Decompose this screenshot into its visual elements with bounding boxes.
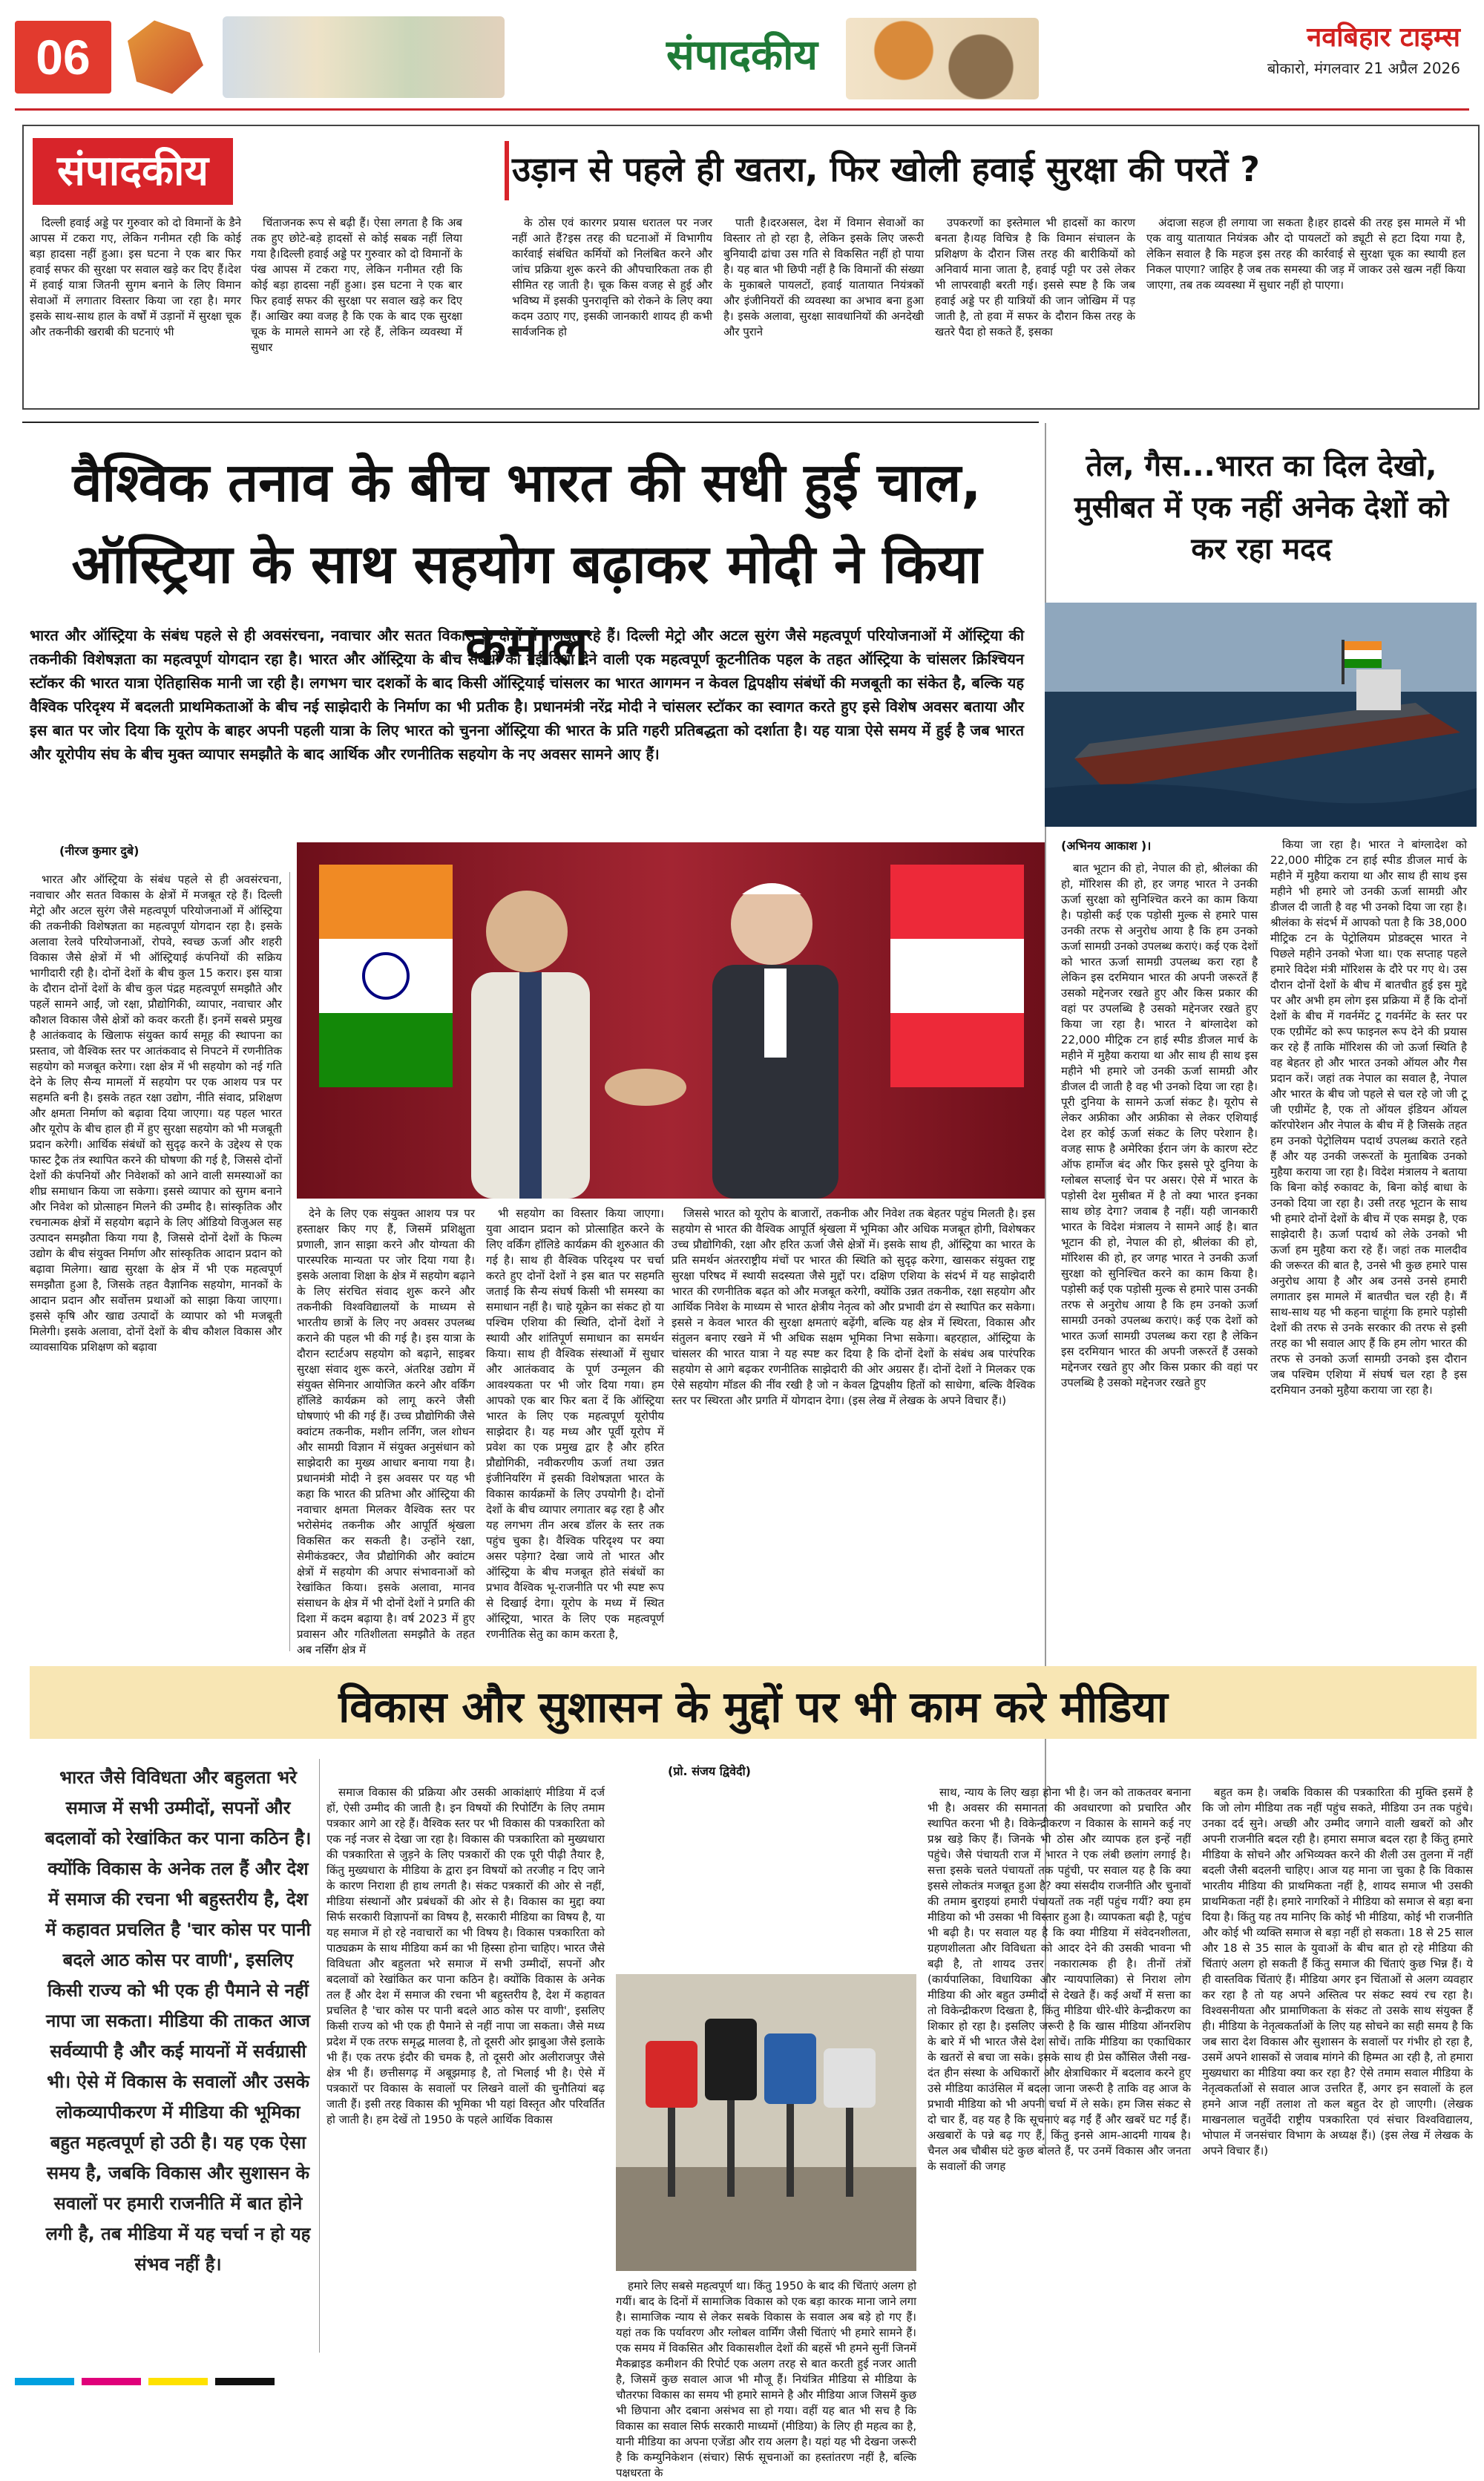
masthead-rule [15, 108, 1469, 111]
editorial-text: के ठोस एवं कारगर प्रयास धरातल पर नजर नहीं आते हैं?इस तरह की घटनाओं में विभागीय कार्रवाई संबंधित कर्मियों को निलंबित करने और जांच प्रक्रिया शुरू करने की औपचारिकता तक ही सीमित रह जाती है। चूक किस वजह से हुई और भविष्य में इसकी पुनरावृत्ति को रोकने के लिए क्या कदम उठाए गए, इसकी जानकारी शायद ही कभी सार्वजनिक हो [512, 216, 712, 338]
editorial-column-4 [723, 215, 924, 401]
india-austria-column-3 [486, 1206, 664, 1659]
energy-story-headline: तेल, गैस...भारत का दिल देखो, मुसीबत में एक नहीं अनेक देशों को कर रहा मदद [1074, 449, 1449, 566]
energy-column-2 [1270, 837, 1467, 1659]
india-austria-column-2 [297, 1206, 475, 1659]
media-column-4 [1202, 1785, 1473, 2356]
registration-mark [215, 2378, 275, 2385]
media-pull-quote: भारत जैसे विविधता और बहुलता भरे समाज में सभी उम्मीदों, सपनों और बदलावों को रेखांकित कर पाना कठिन है। क्योंकि विकास के अनेक तल हैं और देश में समाज की रचना भी बहुस्तरीय है, देश में कहावत प्रचलित है 'चार कोस पर पानी बदले आठ कोस पर वाणी', इसलिए किसी राज्य को भी एक ही पैमाने से नहीं नापा जा सकता। मीडिया की ताकत आज सर्वव्यापी है और कई मायनों में सर्वग्रासी भी। ऐसे में विकास के सवालों और उसके लोकव्यापीकरण में मीडिया की भूमिका बहुत महत्वपूर्ण हो उठी है। यह एक ऐसा समय है, जबकि विकास और सुशासन के सवालों पर हमारी राजनीति में बात होने लगी है, तब मीडिया में यह चर्चा न हो यह संभव नहीं है। [45, 1767, 312, 2275]
article-text: देने के लिए एक संयुक्त आशय पत्र पर हस्ताक्षर किए गए हैं, जिसमें प्रशिक्षुता प्रणाली, ज्ञान साझा करने और योग्यता की पारस्परिक मान्यता पर जोर दिया गया है। इसके अलावा शिक्षा के क्षेत्र में सहयोग बढ़ाने के लिए संरचित संवाद शुरू करने और तकनीकी विश्वविद्यालयों के माध्यम से भारतीय छात्रों के लिए नए अवसर उपलब्ध कराने की पहल भी की गई है। इस यात्रा के दौरान स्टार्टअप सहयोग को बढ़ाने, साइबर सुरक्षा संवाद शुरू करने, अंतरिक्ष उद्योग में संयुक्त सेमिनार आयोजित करने और वर्किंग हॉलिडे कार्यक्रम को लागू करने जैसी घोषणाएं भी की गई हैं। उच्च प्रौद्योगिकी जैसे क्वांटम तकनीक, मशीन लर्निंग, जल शोधन और सामग्री विज्ञान में संयुक्त अनुसंधान को साझेदारी का मुख्य आधार बनाया गया है। प्रधानमंत्री मोदी ने इस अवसर पर यह भी कहा कि भारत की प्रतिभा और ऑस्ट्रिया की नवाचार क्षमता मिलकर वैश्विक स्तर पर भरोसेमंद तकनीक और आपूर्ति श्रृंखला विकसित कर सकती है। उन्होंने रक्षा, सेमीकंडक्टर, जैव प्रौद्योगिकी और क्वांटम क्षेत्रों में सहयोग की अपार संभावनाओं को रेखांकित किया। इसके अलावा, मानव संसाधन के क्षेत्र में भी दोनों देशों ने प्रगति की दिशा में कदम बढ़ाया है। वर्ष 2023 में हुए प्रवासन और गतिशीलता समझौते के तहत अब नर्सिंग क्षेत्र में [297, 1207, 475, 1656]
tanker-ship-photo [1045, 603, 1477, 827]
article-text: किया जा रहा है। भारत ने बांग्लादेश को 22,000 मीट्रिक टन हाई स्पीड डीजल मार्च के महीने में मुहैया कराया था और साथ ही साथ इस महीने भी हमारे जो उनकी ऊर्जा सामग्री और डीजल दी जाती है वह भी उनको दिया जा रहा है। श्रीलंका के संदर्भ में आपको पता है कि 38,000 मीट्रिक टन के पेट्रोलियम प्रोडक्ट्स भारत ने पिछले महीने उनको भेजा था। एक सप्ताह पहले हमारे विदेश मंत्री मॉरिशस के दौरे पर गए थे। उस दौरान दोनों देशों के बीच में बातचीत हुई इस मुद्दे पर और अभी हम लोग इस प्रक्रिया में हैं कि दोनों देशों के बीच में गवर्नमेंट टू गवर्नमेंट के स्तर पर एक एग्रीमेंट को रूप फाइनल रूप देने की प्रयास कर रहे हैं ताकि मॉरिशस की जो ऊर्जा स्थिति है वह बेहतर हो और भारत उनको ऑयल और गैस प्रदान करें। जहां तक नेपाल का सवाल है, नेपाल और भारत के बीच जो पहले से चल रहे जो जी टू जी एग्रीमेंट है, एक तो ऑयल इंडियन ऑयल कॉरपोरेशन और नेपाल के बीच में है जिसके तहत हम उनको पेट्रोलियम पदार्थ उपलब्ध कराते रहते हैं और यह उनकी जरूरतों के मुताबिक उनको मुहैया कराया जा रहा है। विदेश मंत्रालय ने बताया कि बिना कोई रुकावट के, बिना कोई बाधा के उनको दिया जा रहा है। उसी तरह भूटान के साथ भी हमारे दोनों देशों के बीच में एक समझ है, एक साझेदारी है। ऊर्जा पदार्थ को लेके उनको भी ऊर्जा हम मुहैया करा रहे हैं। जहां तक मालदीव की जरूरत की बात है, उनसे भी कुछ हमारे पास अनुरोध आया है और अब उनसे उनसे हमारी लगातार इस मामले में बातचीत चल रही है। मैं साथ-साथ यह भी कहना चाहूंगा कि हमारे पड़ोसी देशों की तरफ से उनके सरकार की तरफ से इसी तरह का भी सवाल आए हैं कि हम लोग भारत की तरफ से उनको ऊर्जा सामग्री उनको इस दौरान जब पश्चिम एशिया में संघर्ष चल रहा है इस दरमियान उनको मुहैया कराया जा रहा है। [1270, 838, 1467, 1397]
editorial-text: पाती है।दरअसल, देश में विमान सेवाओं का विस्तार तो हो रहा है, लेकिन इसके लिए जरूरी बुनियादी ढांचा उस गति से विकसित नहीं हो पाया है। यह बात भी छिपी नहीं है कि विमानों की संख्या के मुकाबले पायलटों, हवाई यातायात नियंत्रकों और इंजीनियरों की व्यवस्था का अभाव बना हुआ है। इसके अलावा, सुरक्षा सावधानियों की अनदेखी और पुराने [723, 216, 924, 338]
column-rule [319, 1759, 320, 2353]
editorial-column-5 [935, 215, 1135, 401]
modi-stocker-handshake-photo [297, 842, 1046, 1199]
editorial-text: अंदाजा सहज ही लगाया जा सकता है।हर हादसे की तरह इस मामले में भी एक वायु यातायात नियंत्रक और दो पायलटों को ड्यूटी से हटा दिया गया है, लेकिन सवाल है कि महज इस तरह की कार्रवाई से सुरक्षा चूक का स्थायी हल निकल पाएगा? जाहिर है जब तक समस्या की जड़ में जाकर उसे खत्म नहीं किया जाएगा, तब तक व्यवस्था में सुधार नहीं हो पाएगा। [1146, 216, 1465, 292]
microphones-illustration [616, 1974, 916, 2271]
media-story-headline: विकास और सुशासन के मुद्दों पर भी काम करे मीडिया [338, 1682, 1168, 1732]
page-number: 06 [15, 21, 111, 94]
article-text: हमारे लिए सबसे महत्वपूर्ण था। किंतु 1950 के बाद की चिंताएं अलग हो गयीं। बाद के दिनों में सामाजिक विकास को एक बड़ा कारक माना जाने लगा है। सामाजिक न्याय से लेकर सबके विकास के सवाल अब बड़े हो गए हैं। यहां तक कि पर्यावरण और ग्लोबल वार्मिंग जैसी चिंताएं भी हमारे सामने हैं। एक समय में विकसित और विकासशील देशों की बहसें भी हमने सुनीं जिनमें मैकब्राइड कमीशन की रिपोर्ट एक अलग तरह से बात करती हुई नजर आती है, जिसमें कुछ सवाल आज भी मौजू हैं। नियंत्रित मीडिया से मीडिया के चौतरफा विकास का समय भी हमारे सामने है और मीडिया आज जिसमें कुछ भी छिपाना और दबाना असंभव सा हो गया। वहीं यह बात भी सच है कि विकास का सवाल सिर्फ सरकारी माध्यमों (मीडिया) के लिए ही महत्व का है, यानी मीडिया का अपना एजेंडा और राय अलग है। यहां यह भी देखना जरूरी है कि कम्युनिकेशन (संचार) सिर्फ सूचनाओं का हस्तांतरण नहीं है, बल्कि पक्षधरता के [616, 2279, 916, 2480]
article-text: भारत और ऑस्ट्रिया के संबंध पहले से ही अवसंरचना, नवाचार और सतत विकास के क्षेत्रों में मजबूत रहे हैं। दिल्ली मेट्रो और अटल सुरंग जैसे महत्वपूर्ण परियोजनाओं में ऑस्ट्रिया की तकनीकी विशेषज्ञता का महत्वपूर्ण योगदान रहा है। इसके अलावा रेलवे परियोजनाओं, रोपवे, स्वच्छ ऊर्जा और शहरी विकास जैसे क्षेत्रों में भी ऑस्ट्रियाई कंपनियों की सक्रिय भागीदारी रही है। दोनों देशों के बीच कुल 15 करार। इस यात्रा के दौरान दोनों देशों के बीच कुल पंद्रह महत्वपूर्ण समझौते और पहलें सामने आईं, जो रक्षा, प्रौद्योगिकी, व्यापार, नवाचार और कौशल विकास जैसे क्षेत्रों को कवर करती हैं। इनमें सबसे प्रमुख है आतंकवाद के खिलाफ संयुक्त कार्य समूह की स्थापना का प्रस्ताव, जो वैश्विक स्तर पर आतंकवाद से निपटने में रणनीतिक सहयोग को मजबूत करेगा। रक्षा क्षेत्र में भी सहयोग को नई गति देने के लिए सैन्य मामलों में सहयोग पर एक आशय पत्र पर सहमति बनी है। इसके तहत रक्षा उद्योग, नीति संवाद, प्रशिक्षण और क्षमता निर्माण को बढ़ावा दिया जाएगा। यह पहल भारत और यूरोप के बीच हाल ही में हुए सुरक्षा सहयोग को भी मजबूती प्रदान करेगी। आर्थिक संबंधों को सुदृढ़ करने के उद्देश्य से एक फास्ट ट्रैक तंत्र स्थापित करने की घोषणा की गई है, जिससे दोनों देशों की कंपनियों और निवेशकों को आने वाली समस्याओं का शीघ्र समाधान किया जा सकेगा। इससे व्यापार को सुगम बनाने और निवेश को प्रोत्साहन मिलने की उम्मीद है। सांस्कृतिक और रचनात्मक क्षेत्रों में सहयोग बढ़ाने के लिए ऑडियो विजुअल सह उत्पादन समझौता किया गया है, जिससे दोनों देशों के फिल्म उद्योग के बीच संयुक्त निर्माण और सांस्कृतिक आदान प्रदान को बढ़ावा मिलेगा। खाद्य सुरक्षा के क्षेत्र में भी एक महत्वपूर्ण समझौता हुआ है, जिसके तहत वैज्ञानिक सहयोग, मानकों के आदान प्रदान और सर्वोत्तम प्रथाओं को साझा किया जाएगा। इससे कृषि और खाद्य उत्पादों के व्यापार को भी मजबूती मिलेगी। इसके अलावा, दोनों देशों के बीच कौशल विकास और व्यावसायिक प्रशिक्षण को बढ़ावा [30, 873, 282, 1354]
india-austria-headline: वैश्विक तनाव के बीच भारत की सधी हुई चाल, ऑस्ट्रिया के साथ सहयोग बढ़ाकर मोदी ने किया कमाल [71, 451, 982, 677]
article-text: भी सहयोग का विस्तार किया जाएगा। युवा आदान प्रदान को प्रोत्साहित करने के लिए वर्किंग हॉलिडे कार्यक्रम की शुरुआत की गई है। साथ ही वैश्विक परिदृश्य पर चर्चा करते हुए दोनों देशों ने इस बात पर सहमति जताई कि सैन्य संघर्ष किसी भी समस्या का समाधान नहीं है। चाहे यूक्रेन का संकट हो या पश्चिम एशिया की स्थिति, दोनों देशों ने स्थायी और शांतिपूर्ण समाधान का समर्थन किया। साथ ही वैश्विक संस्थाओं में सुधार और आतंकवाद के पूर्ण उन्मूलन की आवश्यकता पर भी जोर दिया गया। हम आपको एक बार फिर बता दें कि ऑस्ट्रिया भारत के लिए एक महत्वपूर्ण यूरोपीय साझेदार है। यह मध्य और पूर्वी यूरोप में प्रवेश का एक प्रमुख द्वार है और हरित प्रौद्योगिकी, नवीकरणीय ऊर्जा तथा उन्नत इंजीनियरिंग में इसकी विशेषज्ञता भारत के विकास कार्यक्रमों के लिए उपयोगी है। दोनों देशों के बीच व्यापार लगातार बढ़ रहा है और यह लगभग तीन अरब डॉलर के स्तर तक पहुंच चुका है। वैश्विक परिदृश्य पर क्या असर पड़ेगा? देखा जाये तो भारत और ऑस्ट्रिया के बीच मजबूत होते संबंधों का प्रभाव वैश्विक भू-राजनीति पर भी स्पष्ट रूप से दिखाई देगा। यूरोप के मध्य में स्थित ऑस्ट्रिया, भारत के लिए एक महत्वपूर्ण रणनीतिक सेतु का काम करता है, [486, 1207, 664, 1641]
media-byline: (प्रो. संजय द्विवेदी) [668, 1764, 751, 1778]
editorial-text: दिल्ली हवाई अड्डे पर गुरुवार को दो विमानों के डैने आपस में टकरा गए, लेकिन गनीमत रही कि कोई बड़ा हादसा नहीं हुआ। इस घटना ने एक बार फिर हवाई सफर की सुरक्षा पर सवाल खड़े कर दिए हैं।देश में हवाई यात्रा जितनी सुगम बनाने के लिए विमान सेवाओं में लगातार विस्तार किया जा रहा है। मगर इसके साथ-साथ हाल के वर्षों में उड़ानों में सुरक्षा चूक और तकनीकी खराबी की घटनाएं भी [30, 216, 241, 338]
media-column-2 [616, 2278, 916, 2480]
editorial-column-3 [512, 215, 712, 401]
column-rule [289, 872, 290, 1651]
editorial-text: उपकरणों का इस्तेमाल भी हादसों का कारण बनता है।यह विचित्र है कि विमान संचालन के प्रशिक्षण के दौरान जिस तरह की बारीकियों को अनिवार्य माना जाता है, हवाई पट्टी पर उसे लेकर भी लापरवाही बरती गई। इससे स्पष्ट है कि जब हवाई अड्डे पर ही यात्रियों की जान जोखिम में पड़ जाती है, तो हवा में सफर के दौरान किस तरह के खतरे पैदा हो सकते हैं, इसका [935, 216, 1135, 338]
editorial-headline: उड़ान से पहले ही खतरा, फिर खोली हवाई सुरक्षा की परतें ? [512, 149, 1260, 189]
energy-column-1 [1061, 861, 1258, 1659]
article-text: बात भूटान की हो, नेपाल की हो, श्रीलंका की हो, मॉरिशस की हो, हर जगह भारत ने उनकी ऊर्जा सुरक्षा को सुनिश्चित करने का काम किया है। पड़ोसी कई एक पड़ोसी मुल्क से हमारे पास उनकी तरफ से अनुरोध आया है कि हम उनको ऊर्जा सामग्री उनको उपलब्ध कराएं। कई एक देशों को भारत ऊर्जा सामग्री उपलब्ध करा रहा है लेकिन इस दरमियान भारत की अपनी जरूरतें हैं उसको मद्देनजर रखते हुए और किस प्रकार की वहां पर उपलब्धि है उसको मद्देनजर रखते हुए किया जा रहा है। भारत ने बांग्लादेश को 22,000 मीट्रिक टन हाई स्पीड डीजल मार्च के महीने में मुहैया कराया था और साथ ही साथ इस महीने भी हमारे जो उनकी ऊर्जा सामग्री और डीजल दी जाती है वह भी उनको दिया जा रहा है। पूरी दुनिया के सामने ऊर्जा संकट है। यूरोप से लेकर अफ्रीका और अफ्रीका से लेकर एशियाई देश हर कोई ऊर्जा संकट के लिए परेशान है। वजह साफ है अमेरिका ईरान जंग के कारण स्टेट ऑफ हार्मोज बंद और फिर इससे पूरे दुनिया के ग्लोबल सप्लाई चेन पर असर। ऐसे में भारत के पड़ोसी देश मुसीबत में है तो क्या भारत इनका साथ छोड़ देगा? जवाब है नहीं। यही जानकारी भारत के विदेश मंत्रालय ने सामने आई है। बात भूटान की हो, नेपाल की हो, श्रीलंका की हो, मॉरिशस की हो, हर जगह भारत ने उनकी ऊर्जा सुरक्षा को सुनिश्चित करने का काम किया है। पड़ोसी कई एक पड़ोसी मुल्क से हमारे पास उनकी तरफ से अनुरोध आया है कि हम उनको ऊर्जा सामग्री उनको उपलब्ध कराएं। कई एक देशों को भारत ऊर्जा सामग्री उपलब्ध करा रहा है लेकिन इस दरमियान भारत की अपनी जरूरतें हैं उसको मद्देनजर रखते हुए और किस प्रकार की वहां पर उपलब्धि है उसको मद्देनजर रखते हुए [1061, 862, 1258, 1389]
india-austria-intro: भारत और ऑस्ट्रिया के संबंध पहले से ही अवसंरचना, नवाचार और सतत विकास के क्षेत्रों में मजबूत रहे हैं। दिल्ली मेट्रो और अटल सुरंग जैसे महत्वपूर्ण परियोजनाओं में ऑस्ट्रिया की तकनीकी विशेषज्ञता का महत्वपूर्ण योगदान रहा है। भारत और ऑस्ट्रिया के बीच संबंधों को नई दिशा देने वाली एक महत्वपूर्ण कूटनीतिक पहल के तहत ऑस्ट्रिया के चांसलर क्रिश्चियन स्टॉकर की भारत यात्रा ऐतिहासिक मानी जा रही है। लगभग चार दशकों के बाद किसी ऑस्ट्रियाई चांसलर का भारत आगमन न केवल द्विपक्षीय संबंधों की मजबूती का संकेत है, बल्कि यह वैश्विक परिदृश्य में बदलती प्राथमिकताओं के बीच नई साझेदारी के निर्माण का भी प्रतीक है। प्रधानमंत्री नरेंद्र मोदी ने चांसलर स्टॉकर का स्वागत करते हुए इसे विशेष अवसर बताया और इस बात पर जोर दिया कि यूरोप के बाहर अपनी पहली यात्रा के लिए भारत को चुनना ऑस्ट्रिया की भारत के प्रति गहरी प्रतिबद्धता को दर्शाता है। यह यात्रा ऐसे समय में हुई है जब भारत और यूरोपीय संघ के बीच मुक्त व्यापार समझौते के बाद आर्थिक और रणनीतिक सहयोग के नए अवसर सामने आए हैं। [30, 626, 1024, 763]
editorial-title-rule [505, 141, 509, 200]
article-text: साथ, न्याय के लिए खड़ा होना भी है। जन को ताकतवर बनाना भी है। अवसर की समानता की अवधारणा को प्रचारित और स्थापित करना भी है। विकेन्द्रीकरण न विकास के सामने कई नए प्रश्न खड़े किए हैं। जिनके भी ठोस और व्यापक हल इन्हें नहीं पहुंचे। जैसे पंचायती राज में भारत ने एक लंबी छलांग लगाई है। सत्ता इसके चलते पंचायतों तक पहुंची, पर सवाल यह है कि क्या इससे लोकतंत्र मजबूत हुआ है? क्या संसदीय राजनीति और चुनावों की तमाम बुराइयां हमारी पंचायतों तक नहीं पहुंच गयीं? क्या हम मीडिया को भी उसका भी विस्तार हुआ है। व्यापकता बढ़ी है, पहुंच भी बढ़ी है। पर सवाल यह है कि क्या मीडिया में संवेदनशीलता, ग्रहणशीलता और विविधता को आदर देने की उसकी भावना भी बढ़ी है, तो शायद उत्तर नकारात्मक ही है। तीनों तंत्रों (कार्यपालिका, विधायिका और न्यायपालिका) से निराश लोग मीडिया की ओर बहुत उम्मीदों से देखते हैं। कई अर्थों में सत्ता का तो विकेन्द्रीकरण दिखता है, किंतु मीडिया धीरे-धीरे केन्द्रीकरण का शिकार हो रहा है। इसलिए जरूरी है कि खास मीडिया ऑनरशिप के बारे में भी भारत जैसे देश सोचें। ताकि मीडिया का एकाधिकार के खतरों से बचा जा सके। इसके साथ ही प्रेस कौंसिल जैसी नख-दंत हीन संस्था के अधिकारों और क्षेत्राधिकार में बदलाव करने हुए उसे मीडिया काउंसिल में बदला जाना जरूरी है ताकि वह आज के प्रभावी मीडिया को भी अपनी चर्चा में ले सके। हम जिस संकट से दो चार हैं, वह यह है कि सूचनाएं बढ़ गईं हैं और खबरें घट गईं हैं। अखबारों के पन्ने बढ़ गए हैं, किंतु इनसे आम-आदमी गायब है। चैनल अब चौबीस घंटे कुछ बोलते हैं, पर उनमें विकास और जनता के सवालों की जगह [928, 1786, 1191, 2173]
india-austria-column-1 [30, 872, 282, 1659]
registration-mark [148, 2378, 208, 2385]
media-microphones-photo [616, 1974, 916, 2271]
media-column-1 [326, 1785, 605, 2356]
editorial-column-2 [251, 215, 462, 401]
article-text: समाज विकास की प्रक्रिया और उसकी आकांक्षाएं मीडिया में दर्ज हों, ऐसी उम्मीद की जाती है। इन विषयों की रिपोर्टिंग के लिए तमाम पत्रकार आगे आ रहे हैं। वैश्विक स्तर पर भी विकास की पत्रकारिता को एक नई नजर से देखा जा रहा है। विकास की पत्रकारिता को मुख्यधारा की पत्रकारिता से जुड़ने के लिए पत्रकारों की एक पूरी पीढ़ी तैयार है, किंतु मुख्यधारा के मीडिया के द्वारा इन विषयों को तरजीह न दिए जाने के कारण निराशा ही हाथ लगती है। संकट पत्रकारों की ओर से नहीं, मीडिया संस्थानों और प्रबंधकों की ओर से है। विकास का मुद्दा क्या सिर्फ सरकारी विज्ञापनों का विषय है, सरकारी मीडिया का विषय है, या यह समाज में हो रहे नवाचारों का भी विषय है। विकास पत्रकारिता को पाठ्यक्रम के साथ मीडिया कर्म का भी हिस्सा होना चाहिए। भारत जैसे विविधता और बहुलता भरे समाज में सभी उम्मीदों, सपनों और बदलावों को रेखांकित कर पाना कठिन है। क्योंकि विकास के अनेक तल हैं और देश में समाज की रचना भी बहुस्तरीय है, देश में कहावत प्रचलित है 'चार कोस पर पानी बदले आठ कोस पर वाणी', इसलिए किसी राज्य को भी एक ही पैमाने से नहीं नापा जा सकता। जैसे मध्य प्रदेश में एक तरफ समृद्ध मालवा है, तो दूसरी ओर झाबुआ जैसे इलाके भी हैं। एक तरफ इंदौर की चमक है, तो दूसरी ओर अलीराजपुर जैसे क्षेत्र भी हैं। छत्तीसगढ़ में अबूझमाड़ है, तो भिलाई भी है। ऐसे में पत्रकारों पर विकास के सवालों पर लिखने वालों की चुनौतियां बढ़ जाती हैं। इसी तरह विकास की भूमिका भी यहां विस्तृत और परिवर्तित हो जाती है। हम देखें तो 1950 के पहले आर्थिक विकास [326, 1786, 605, 2126]
registration-mark [82, 2378, 141, 2385]
editorial-text: चिंताजनक रूप से बढ़ी हैं। ऐसा लगता है कि अब तक हुए छोटे-बड़े हादसों से कोई सबक नहीं लिया गया है।दिल्ली हवाई अड्डे पर गुरुवार को दो विमानों के पंख आपस में टकरा गए, लेकिन गनीमत रही कि कोई बड़ा हादसा नहीं हुआ। इस घटना ने एक बार फिर हवाई सफर की सुरक्षा पर सवाल खड़े कर दिए हैं। आखिर क्या वजह है कि एक के बाद एक सुरक्षा चूक के मामले सामने आ रहे हैं, लेकिन व्यवस्था में सुधार [251, 216, 462, 354]
media-column-3 [928, 1785, 1191, 2356]
story-divider [22, 422, 1039, 423]
article-text: जिससे भारत को यूरोप के बाजारों, तकनीक और निवेश तक बेहतर पहुंच मिलती है। इस सहयोग से भारत की वैश्विक आपूर्ति श्रृंखला में भूमिका और अधिक मजबूत होगी, विशेषकर उच्च प्रौद्योगिकी, रक्षा और हरित ऊर्जा जैसे क्षेत्रों में। इसके साथ ही, ऑस्ट्रिया का भारत के प्रति समर्थन अंतरराष्ट्रीय मंचों पर भारत की स्थिति को सुदृढ़ करेगा, खासकर संयुक्त राष्ट्र सुरक्षा परिषद में स्थायी सदस्यता जैसे मुद्दों पर। दक्षिण एशिया के संदर्भ में यह साझेदारी भारत की रणनीतिक बढ़त को और मजबूत करेगी, क्योंकि उन्नत तकनीक, रक्षा सहयोग और आर्थिक निवेश के माध्यम से भारत क्षेत्रीय नेतृत्व को और प्रभावी ढंग से स्थापित कर सकेगा। इससे न केवल भारत की सुरक्षा क्षमताएं बढ़ेंगी, बल्कि यह क्षेत्र में स्थिरता, विकास और संतुलन बनाए रखने में भी अधिक सक्षम भूमिका निभा सकेगा। बहरहाल, ऑस्ट्रिया के चांसलर की भारत यात्रा ने यह स्पष्ट कर दिया है कि दोनों देशों के संबंध अब पारंपरिक सहयोग से आगे बढ़कर रणनीतिक साझेदारी की ओर अग्रसर हैं। दोनों देशों ने मिलकर एक ऐसे सहयोग मॉडल की नींव रखी है जो न केवल द्विपक्षीय हितों को साधेगा, बल्कि वैश्विक स्तर पर स्थिरता और प्रगति में योगदान देगा। (इस लेख में लेखक के अपने विचार हैं।) [672, 1207, 1035, 1407]
india-austria-byline: (नीरज कुमार दुबे) [59, 844, 139, 858]
editorial-label: संपादकीय [33, 138, 233, 205]
date-line: बोकारो, मंगलवार 21 अप्रैल 2026 [1267, 59, 1460, 77]
handshake-illustration [297, 842, 1046, 1199]
india-austria-column-4 [672, 1206, 1035, 1659]
newspaper-name: नवबिहार टाइम्स [1307, 22, 1460, 53]
editorial-column-1 [30, 215, 241, 401]
section-title: संपादकीय [666, 31, 818, 79]
article-text: बहुत कम है। जबकि विकास की पत्रकारिता की मुक्ति इसमें है कि जो लोग मीडिया तक नहीं पहुंच सकते, मीडिया उन तक पहुंचे। उनका दर्द सुने। अच्छी और उम्मीद जगाने वाली खबरों को और अपनी राजनीति बदल रही है। हमारा समाज बदल रहा है किंतु हमारे मीडिया के सोचने और अभिव्यक्त करने की शैली उस तुलना में नहीं बदली जैसी बदलनी चाहिए। आज यह माना जा चुका है कि विकास भारतीय मीडिया की प्राथमिकता नहीं है, शायद समाज भी उसकी प्राथमिकता नहीं है। हमारे नागरिकों ने मीडिया को समाज से बड़ा बना दिया है। किंतु यह तय मानिए कि कोई भी मीडिया, कोई भी राजनीति और कोई भी व्यक्ति समाज से बड़ा नहीं हो सकता। 18 से 25 साल और 18 से 35 साल के युवाओं के बीच बात हो रहे मीडिया की चिंताएं अलग हो सकती हैं किंतु समाज की चिंताएं कुछ भिन्न हैं। ये ही वास्तविक चिंताएं हैं। मीडिया अगर इन चिंताओं से अलग व्यवहार कर रहा है तो यह अपने अस्तित्व पर संकट स्वयं रच रहा है। विश्वसनीयता और प्रामाणिकता के संकट तो उसके साथ संयुक्त हैं ही। मीडिया के नेतृत्वकर्ताओं के लिए यह सोचने का सही समय है कि जब सारा देश विकास और सुशासन के सवालों पर गंभीर हो रहा है, उसमें अपने शासकों से जवाब मांगने की हिम्मत आ रही है, तो हमारा मुख्यधारा का मीडिया क्या कर रहा है? ऐसे तमाम सवाल मीडिया के नेतृत्वकर्ताओं से सवाल आज उत्तरित हैं, अगर इन सवालों के हल हमने आज नहीं तलाश तो कल बहुत देर हो जाएगी। (लेखक माखनलाल चतुर्वेदी राष्ट्रीय पत्रकारिता एवं संचार विश्वविद्यालय, भोपाल में जनसंचार विभाग के अध्यक्ष हैं।) (इस लेख में लेखक के अपने विचार हैं।) [1202, 1786, 1473, 2157]
registration-mark [15, 2378, 74, 2385]
energy-story-byline: (अभिनय आकाश )। [1061, 839, 1152, 853]
tanker-illustration [1045, 603, 1477, 827]
masthead-figure-graphic [846, 18, 1039, 99]
editorial-column-6 [1146, 215, 1465, 401]
